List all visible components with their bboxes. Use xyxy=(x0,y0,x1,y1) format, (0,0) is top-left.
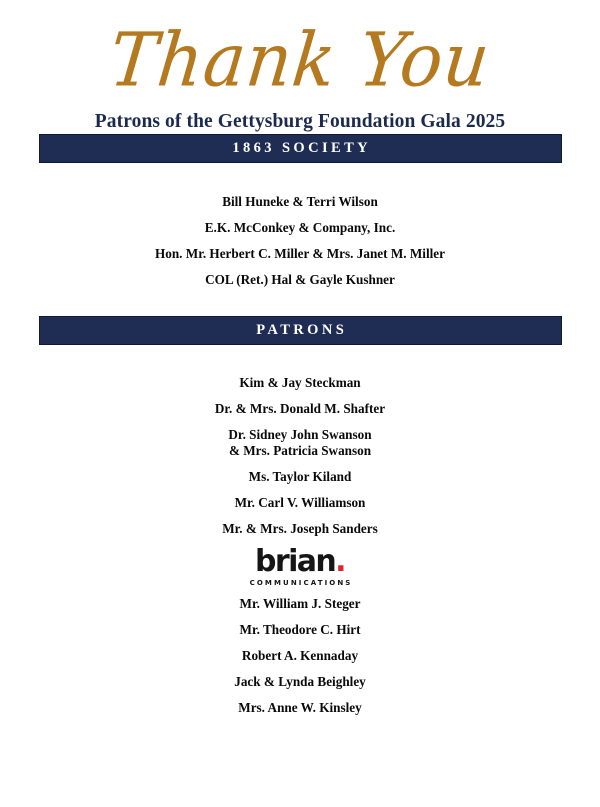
donor-entry xyxy=(0,596,600,612)
masthead xyxy=(0,0,600,134)
donor-name-line: Kim & Jay Steckman xyxy=(239,375,361,390)
donor-name-line: Bill Huneke & Terri Wilson xyxy=(222,194,378,209)
donor-entry xyxy=(0,427,600,459)
section-1863-society xyxy=(0,134,600,288)
sponsor-logo-entry xyxy=(0,544,600,590)
donor-entry xyxy=(0,622,600,638)
donor-entry xyxy=(0,700,600,716)
donor-name-line: E.K. McConkey & Company, Inc. xyxy=(204,220,396,235)
donor-entry xyxy=(0,674,600,690)
brian-communications-logo xyxy=(248,544,353,588)
donor-entry xyxy=(0,194,600,210)
donor-list-patrons xyxy=(0,345,600,716)
donor-name-line: COL (Ret.) Hal & Gayle Kushner xyxy=(205,272,395,287)
donor-entry xyxy=(0,246,600,262)
section-band-society xyxy=(39,134,562,163)
donor-name-line: Robert A. Kennaday xyxy=(241,648,359,663)
donor-name-line: Mr. William J. Steger xyxy=(239,596,361,611)
section-patrons xyxy=(0,316,600,716)
donor-name-line: Mrs. Anne W. Kinsley xyxy=(238,700,362,715)
donor-entry xyxy=(0,375,600,391)
donor-name-line: Mr. & Mrs. Joseph Sanders xyxy=(222,521,378,536)
donor-name-line: Jack & Lynda Beighley xyxy=(234,674,366,689)
donor-entry xyxy=(0,272,600,288)
donor-entry xyxy=(0,495,600,511)
donor-name-line: Mr. Theodore C. Hirt xyxy=(239,622,361,637)
donor-entry xyxy=(0,648,600,664)
donor-name-line: Dr. Sidney John Swanson xyxy=(228,427,372,442)
donor-name-line: & Mrs. Patricia Swanson xyxy=(228,443,372,458)
section-band-patrons xyxy=(39,316,562,345)
donor-entry xyxy=(0,469,600,485)
donor-name-line: Dr. & Mrs. Donald M. Shafter xyxy=(214,401,386,416)
donor-name-line: Hon. Mr. Herbert C. Miller & Mrs. Janet M. Miller xyxy=(154,246,446,261)
donor-entry xyxy=(0,220,600,236)
logo-subtext: COMMUNICATIONS xyxy=(249,579,353,587)
donor-name-line: Ms. Taylor Kiland xyxy=(248,469,352,484)
section-band-label-society: 1863 SOCIETY xyxy=(232,140,372,157)
donor-name-line: Mr. Carl V. Williamson xyxy=(234,495,366,510)
donor-list-society xyxy=(0,163,600,288)
logo-wordmark: brian. xyxy=(255,544,345,579)
section-band-label-patrons: PATRONS xyxy=(256,322,348,339)
logo-dot-icon: . xyxy=(335,544,345,579)
section-spacer xyxy=(0,298,600,316)
donor-entry xyxy=(0,401,600,417)
page-subtitle: Patrons of the Gettysburg Foundation Gala 2025 xyxy=(94,111,506,132)
donor-entry xyxy=(0,521,600,537)
thank-you-script-headline: Thank You xyxy=(105,16,495,104)
